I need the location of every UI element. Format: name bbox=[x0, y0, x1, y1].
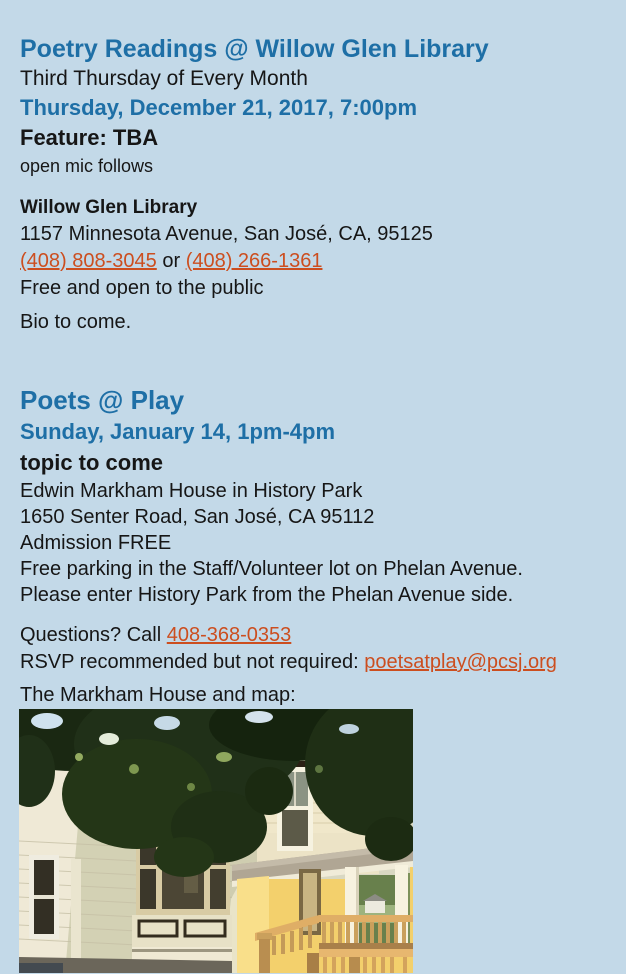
questions-line bbox=[20, 622, 606, 649]
markham-house-photo bbox=[19, 709, 606, 973]
poets-at-play-admission: Admission FREE bbox=[20, 532, 172, 554]
rsvp-line bbox=[20, 649, 606, 676]
rsvp-prefix: RSVP recommended but not required: bbox=[20, 651, 365, 673]
poets-at-play-topic: topic to come bbox=[20, 450, 164, 475]
venue-name: Willow Glen Library bbox=[20, 197, 198, 218]
venue-admission: Free and open to the public bbox=[20, 277, 264, 299]
willow-glen-venue-block bbox=[20, 195, 606, 302]
poets-at-play-title: Poets @ Play bbox=[20, 385, 185, 415]
photo-caption: The Markham House and map: bbox=[20, 684, 296, 706]
questions-phone-link[interactable]: 408-368-0353 bbox=[166, 624, 292, 646]
poets-at-play-address: 1650 Senter Road, San José, CA 95112 bbox=[20, 506, 375, 528]
bio-note: Bio to come. bbox=[20, 311, 132, 333]
rsvp-email-link[interactable]: poetsatplay@pcsj.org bbox=[364, 651, 557, 673]
willow-glen-section bbox=[20, 34, 606, 336]
markham-house-photo-image bbox=[19, 709, 413, 973]
poets-at-play-parking: Free parking in the Staff/Volunteer lot on Phelan Avenue. bbox=[20, 558, 523, 580]
phone-joiner: or bbox=[156, 250, 186, 272]
venue-phones bbox=[20, 248, 606, 275]
willow-glen-recurrence: Third Thursday of Every Month bbox=[20, 67, 308, 90]
willow-glen-feature: Feature: TBA bbox=[20, 125, 159, 150]
willow-glen-datetime: Thursday, December 21, 2017, 7:00pm bbox=[20, 95, 418, 120]
poets-at-play-section bbox=[20, 384, 606, 973]
poets-at-play-venue: Edwin Markham House in History Park bbox=[20, 480, 363, 502]
contact-block bbox=[20, 622, 606, 676]
venue-address: 1157 Minnesota Avenue, San José, CA, 95125 bbox=[20, 223, 433, 245]
poets-at-play-datetime: Sunday, January 14, 1pm-4pm bbox=[20, 419, 336, 444]
phone-link-2[interactable]: (408) 266-1361 bbox=[185, 250, 323, 272]
questions-prefix: Questions? Call bbox=[20, 624, 167, 646]
willow-glen-title: Poetry Readings @ Willow Glen Library bbox=[20, 35, 489, 63]
poets-at-play-entrance: Please enter History Park from the Phelan Avenue side. bbox=[20, 584, 514, 606]
willow-glen-open-mic-note: open mic follows bbox=[20, 156, 154, 176]
phone-link-1[interactable]: (408) 808-3045 bbox=[20, 250, 157, 272]
